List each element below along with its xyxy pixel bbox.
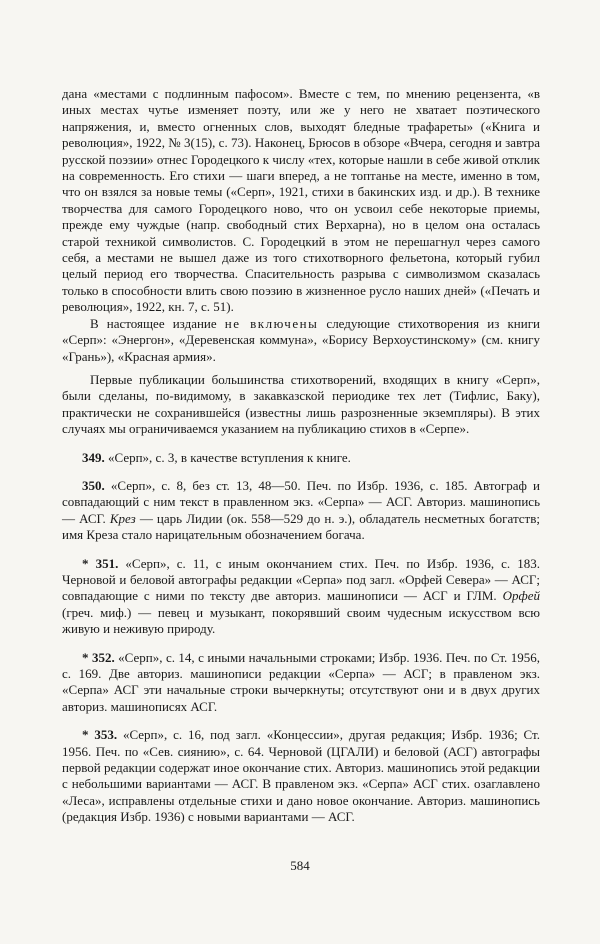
intro-paragraph-2 — [62, 316, 540, 365]
note-350 — [62, 478, 540, 544]
note-353 — [62, 727, 540, 825]
intro-p2-emph: не включены — [224, 315, 319, 331]
note-number: * 351. — [82, 555, 119, 571]
note-text: «Серп», с. 16, под загл. «Концессии», другая редакция; Избр. 1936; Ст. 1956. Печ. по «Сев. сиянию», с. 64. Черновой (ЦГАЛИ) и беловой (АСГ) автографы первой редакции содержат иное окончание стих. Авториз. машинопись этой редакции с небольшими вариантами — АСГ. В правленом экз. «Серпа» АСГ стих. озаглавлено «Леса», исправлены отдельные стихи и дано новое окончание. Авториз. машинопись (редакция Избр. 1936) с новыми вариантами — АСГ. — [62, 727, 541, 825]
note-text: «Серп», с. 11, с иным окончанием стих. Печ. по Избр. 1936, с. 183. Черновой и беловой автографы редакции «Серпа» под загл. «Орфей Севера» — АСГ; совпадающие с ними по тексту две авториз. машинописи — АСГ и ГЛМ. — [62, 555, 541, 604]
note-text-cont: (греч. миф.) — певец и музыкант, покорявший своим чудесным искусством всю живую и неживую природу. — [62, 604, 540, 637]
note-number: * 352. — [82, 649, 115, 665]
note-number: * 353. — [82, 727, 118, 743]
note-351 — [62, 556, 540, 638]
note-352 — [62, 650, 540, 716]
intro-p2-c: следующие стихотворения из книги «Серп»: «Энергон», «Деревенская коммуна», «Борису Верхоустинскому» (см. книгу «Грань»), «Красная армия». — [62, 315, 540, 364]
note-number: 349. — [82, 449, 105, 465]
page-number: 584 — [290, 858, 310, 873]
note-term: Орфей — [502, 588, 540, 604]
page-content — [62, 86, 540, 826]
note-term: Крез — [109, 510, 136, 526]
intro-paragraph-1: дана «местами с подлинным пафосом». Вместе с тем, по мнению рецензента, «в иных местах чутье изменяет поэту, или же у него не хватает поэтического напряжения, и, вместо огненных слов, выходят бледные трафареты» («Книга и революция», 1922, № 3(15), с. 73). Наконец, Брюсов в обзоре «Вчера, сегодня и завтра русской поэзии» отнес Городецкого к числу «тех, которые нашли в себе живой отклик на современность. Его стихи — шаги вперед, а не топтанье на месте, именно в том, что он взялся за новые темы («Серп», 1921, стихи в бакинских изд. и др.). В технике творчества для самого Городецкого ново, что он усвоил себе некоторые приемы, прежде ему чуждые (напр. свободный стих Верхарна), но в целом она осталась старой техникой символистов. С. Городецкий в этом не перешагнул через самого себя, а местами не вышел даже из того стихотворного фельетона, который губил целый период его творчества. Спасительность разрыва с символизмом сказалась только в способности влить свою поэзию в жизненное русло наших дней» («Печать и революция», 1922, кн. 7, с. 51). — [62, 86, 540, 315]
intro-paragraph-3: Первые публикации большинства стихотворений, входящих в книгу «Серп», были сделаны, по-видимому, в закавказской периодике тех лет (Тифлис, Баку), практически не сохранившейся (известны лишь разрозненные экземпляры). В этих случаях мы ограничиваемся указанием на публикацию стихов в «Серпе». — [62, 371, 540, 437]
note-text: «Серп», с. 8, без ст. 13, 48—50. Печ. по Избр. 1936, с. 185. Автограф и совпадающий с ним текст в правленном экз. «Серпа» — АСГ. Авториз. машинопись — АСГ. — [62, 477, 540, 526]
note-text: «Серп», с. 14, с иными начальными строками; Избр. 1936. Печ. по Ст. 1956, с. 169. Две авториз. машинописи редакции «Серпа» — АСГ; в правленом экз. «Серпа» АСГ эти начальные строки вычеркнуты; отсутствуют они и в двух других авториз. машинописях АСГ. — [62, 649, 540, 714]
note-349 — [62, 450, 540, 466]
intro-p2-a: В настоящее издание — [90, 315, 225, 331]
note-number: 350. — [82, 477, 105, 493]
note-text: «Серп», с. 3, в качестве вступления к книге. — [104, 449, 351, 465]
note-text-cont: — царь Лидии (ок. 558—529 до н. э.), обладатель несметных богатств; имя Креза стало нарицательным обозначением богача. — [62, 510, 540, 543]
